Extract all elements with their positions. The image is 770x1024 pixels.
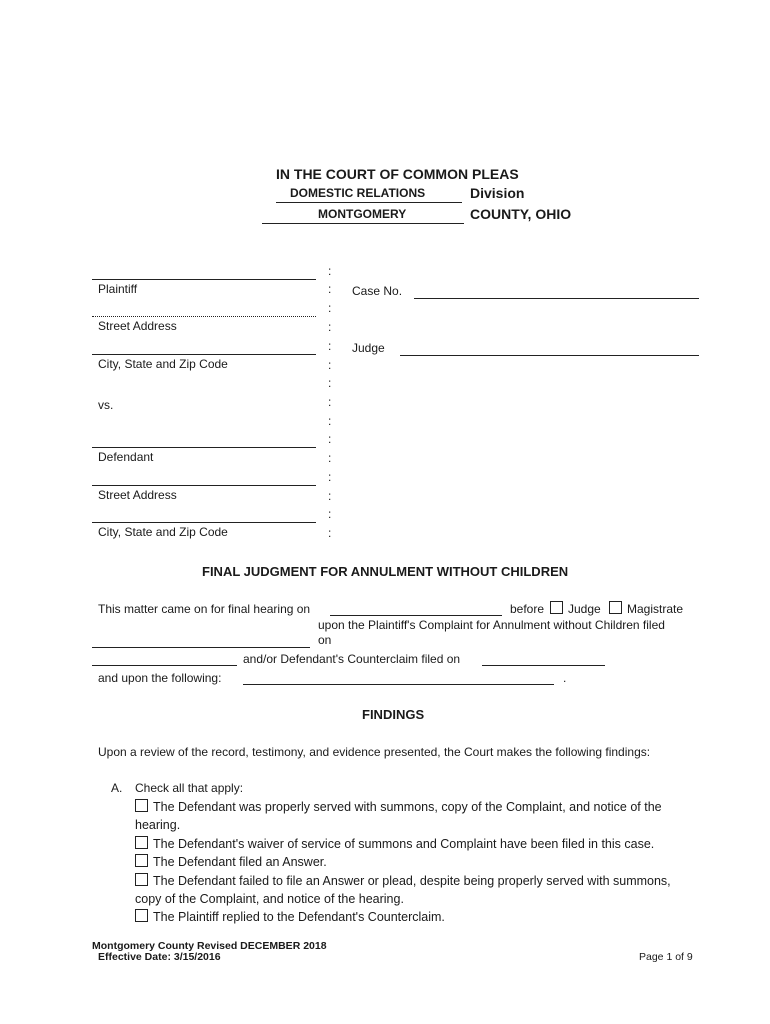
findings-review: Upon a review of the record, testimony, and evidence presented, the Court makes the following findings: [98, 745, 651, 759]
page-number: Page 1 of 9 [639, 951, 693, 963]
defendant-label: Defendant [98, 450, 154, 464]
plaintiff-street-line [92, 316, 316, 317]
county-label: COUNTY, OHIO [470, 206, 572, 222]
finding-replied[interactable]: The Plaintiff replied to the Defendant's Counterclaim. [135, 908, 445, 926]
defendant-street-line [92, 485, 316, 486]
period: . [563, 671, 567, 685]
division-value: DOMESTIC RELATIONS [290, 186, 426, 200]
caption-colon: : [328, 339, 332, 353]
section-a-letter: A. [111, 781, 123, 795]
caption-colon: : [328, 376, 332, 390]
caption-colon: : [328, 414, 332, 428]
caption-colon: : [328, 358, 332, 372]
county-value: MONTGOMERY [318, 207, 407, 221]
caption-colon: : [328, 489, 332, 503]
checkbox-icon[interactable] [609, 601, 622, 614]
hearing-date-field[interactable] [330, 615, 502, 616]
caption-colon: : [328, 395, 332, 409]
plaintiff-label: Plaintiff [98, 282, 138, 296]
checkbox-icon[interactable] [550, 601, 563, 614]
judge-field[interactable] [400, 355, 699, 356]
complaint-date-field[interactable] [92, 647, 310, 648]
judge-option[interactable]: Judge [550, 601, 601, 616]
division-label: Division [470, 185, 525, 201]
court-title: IN THE COURT OF COMMON PLEAS [276, 166, 519, 182]
findings-heading: FINDINGS [362, 707, 425, 722]
division-underline [276, 202, 462, 203]
caption-colon: : [328, 526, 332, 540]
case-no-label: Case No. [352, 284, 403, 298]
checkbox-icon[interactable] [135, 799, 148, 812]
following-text: and upon the following: [98, 671, 222, 685]
plaintiff-city-line [92, 354, 316, 355]
following-field[interactable] [243, 684, 554, 685]
checkbox-icon[interactable] [135, 854, 148, 867]
plaintiff-street-label: Street Address [98, 319, 177, 333]
county-underline [262, 223, 464, 224]
case-no-field[interactable] [414, 298, 699, 299]
footer-revised: Montgomery County Revised DECEMBER 2018 [92, 940, 327, 952]
counterclaim-text: and/or Defendant's Counterclaim filed on [243, 652, 461, 666]
footer-effective: Effective Date: 3/15/2016 [98, 951, 221, 963]
finding-served[interactable]: The Defendant was properly served with summons, copy of the Complaint, and notice of the hearing. [135, 800, 662, 832]
before-text: before [510, 602, 545, 616]
caption-colon: : [328, 470, 332, 484]
caption-colon: : [328, 282, 332, 296]
finding-failed[interactable]: The Defendant failed to file an Answer or plead, despite being properly served with summons, copy of the Complaint, and notice of the hearing. [135, 874, 671, 906]
caption-colon: : [328, 507, 332, 521]
defendant-street-label: Street Address [98, 488, 177, 502]
caption-colon: : [328, 264, 332, 278]
vs-label: vs. [98, 398, 114, 412]
caption-colon: : [328, 451, 332, 465]
checkbox-icon[interactable] [135, 873, 148, 886]
defendant-line [92, 447, 316, 448]
checkbox-icon[interactable] [135, 836, 148, 849]
document-title: FINAL JUDGMENT FOR ANNULMENT WITHOUT CHILDREN [202, 564, 569, 579]
magistrate-option[interactable]: Magistrate [609, 601, 683, 616]
caption-colon: : [328, 320, 332, 334]
on-text: on [318, 633, 332, 647]
judge-label: Judge [352, 341, 385, 355]
complaint-text: upon the Plaintiff's Complaint for Annulment without Children filed [318, 618, 665, 632]
caption-colon: : [328, 301, 332, 315]
finding-answer[interactable]: The Defendant filed an Answer. [135, 853, 327, 871]
checkbox-icon[interactable] [135, 909, 148, 922]
plaintiff-line [92, 279, 316, 280]
defendant-city-line [92, 522, 316, 523]
counterclaim-name-field[interactable] [92, 665, 237, 666]
defendant-city-label: City, State and Zip Code [98, 525, 228, 539]
plaintiff-city-label: City, State and Zip Code [98, 357, 228, 371]
caption-colon: : [328, 432, 332, 446]
section-a-label: Check all that apply: [135, 781, 244, 795]
finding-waiver[interactable]: The Defendant's waiver of service of summons and Complaint have been filed in this case. [135, 835, 654, 853]
hearing-text: This matter came on for final hearing on [98, 602, 311, 616]
counterclaim-date-field[interactable] [482, 665, 605, 666]
